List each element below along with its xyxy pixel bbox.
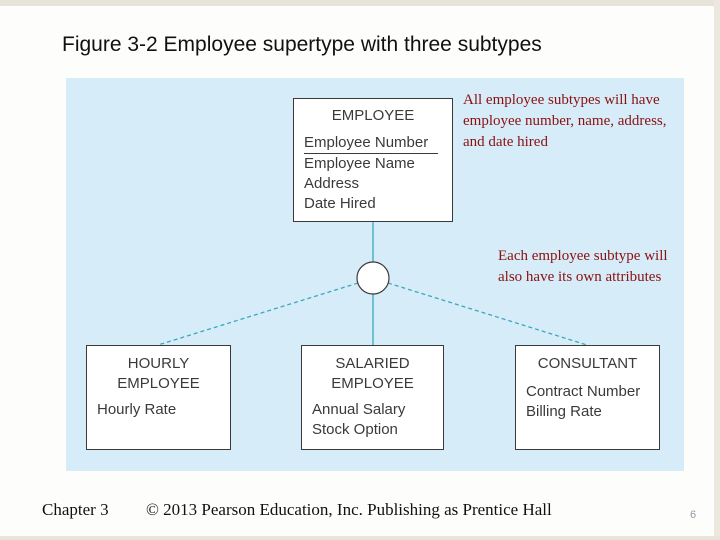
subtype-attribute: Annual Salary — [312, 401, 406, 418]
subtype-name-line2: EMPLOYEE — [117, 375, 200, 392]
page-number: 6 — [690, 509, 697, 521]
supertype-identifier: Employee Number — [304, 134, 429, 151]
subtype-attribute: Billing Rate — [526, 403, 602, 420]
hourly-employee-box — [86, 345, 231, 450]
employee-supertype-box — [293, 98, 453, 222]
consultant-box — [515, 345, 660, 450]
subtype-name-line2: EMPLOYEE — [331, 375, 414, 392]
annotation-common-attributes: All employee subtypes will have employee number, name, address, and date hired — [463, 92, 667, 150]
slide-title: Figure 3-2 Employee supertype with three subtypes — [62, 33, 542, 56]
subtype-connector-consultant — [388, 283, 587, 345]
subtype-attribute: Hourly Rate — [97, 401, 177, 418]
subtype-name-line1: SALARIED — [335, 355, 410, 372]
salaried-employee-box — [301, 345, 444, 450]
subtype-attribute: Contract Number — [526, 383, 641, 400]
footer-copyright: © 2013 Pearson Education, Inc. Publishing as Prentice Hall — [146, 500, 552, 519]
subtype-name-line1: HOURLY — [127, 355, 190, 372]
subtype-connector-hourly — [158, 283, 358, 345]
footer-chapter: Chapter 3 — [42, 500, 109, 519]
subtype-name: CONSULTANT — [537, 355, 638, 372]
supertype-attribute: Date Hired — [304, 195, 376, 212]
supertype-attribute: Employee Name — [304, 155, 415, 172]
subtype-attribute: Stock Option — [312, 421, 398, 438]
subtype-circle — [357, 262, 389, 294]
supertype-attribute: Address — [304, 175, 360, 192]
supertype-name: EMPLOYEE — [331, 107, 415, 124]
annotation-own-attributes: Each employee subtype will also have its own attributes — [498, 248, 668, 285]
